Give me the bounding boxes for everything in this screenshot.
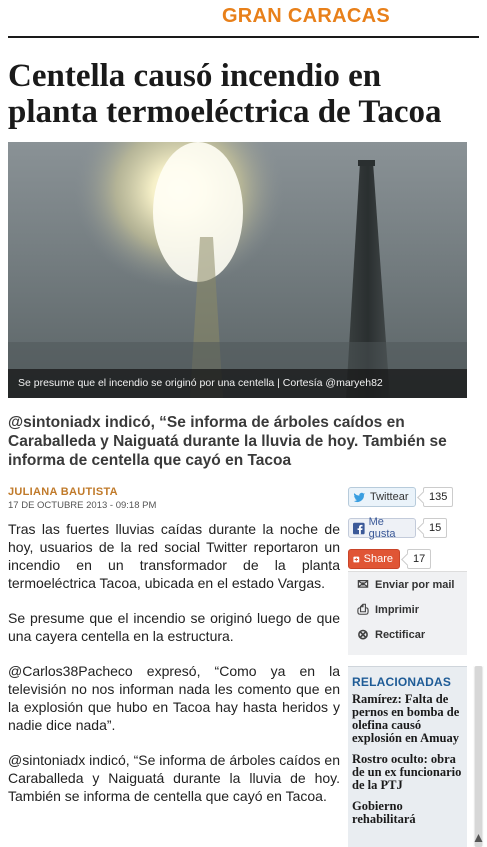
like-count: 15 — [423, 518, 447, 538]
share-row — [348, 548, 478, 570]
article-photo — [8, 142, 467, 398]
correct-label: Rectificar — [375, 628, 426, 641]
tweet-button[interactable] — [348, 487, 416, 507]
paragraph: Tras las fuertes lluvias caídas durante la noche de hoy, usuarios de la red social Twitter reportaron un incendio en un transformador de la planta termoeléctrica Tacoa, ubicada en el estado Vargas. — [8, 521, 340, 591]
article-lead: @sintoniadx indicó, “Se informa de árboles caídos en Caraballeda y Naiguatá durante la lluvia de hoy. También se informa de centella que cayó en Tacoa — [8, 414, 447, 469]
article-body — [8, 520, 340, 822]
twitter-row — [348, 486, 478, 508]
related-articles — [348, 666, 467, 847]
tweet-count: 135 — [423, 487, 453, 507]
plus-icon — [353, 553, 360, 566]
twitter-bird-icon — [353, 491, 366, 504]
facebook-row — [348, 517, 478, 539]
facebook-icon — [353, 522, 365, 535]
paragraph: @Carlos38Pacheco expresó, “Como ya en la televisión no nos informan nada les comento que en la explosión que hubo en Tacoa hay hasta heridos y nadie dice nada”. — [8, 663, 340, 733]
related-title: RELACIONADAS — [352, 675, 452, 689]
correct-tool[interactable] — [348, 622, 467, 647]
article-tools — [348, 571, 467, 655]
related-link[interactable]: Ramírez: Falta de pernos en bomba de olefina causó explosión en Amuay — [352, 692, 460, 745]
related-link[interactable]: Gobierno rehabilitará — [352, 799, 416, 826]
like-button[interactable] — [348, 518, 416, 538]
print-tool[interactable] — [348, 597, 467, 622]
publish-date: 17 DE OCTUBRE 2013 - 09:18 PM — [8, 500, 157, 511]
print-label: Imprimir — [375, 603, 420, 616]
article-headline: Centella causó incendio en planta termoeléctrica de Tacoa — [8, 58, 442, 130]
section-divider — [8, 36, 479, 38]
related-link[interactable]: Rostro oculto: obra de un ex funcionario de la PTJ — [352, 752, 462, 792]
envelope-icon: ✉ — [357, 576, 369, 592]
share-button[interactable] — [348, 549, 400, 569]
share-count: 17 — [407, 549, 431, 569]
close-circle-icon: ⊗ — [357, 626, 369, 642]
author-name[interactable]: JULIANA BAUTISTA — [8, 486, 118, 498]
share-label: Share — [363, 553, 393, 565]
tweet-label: Twittear — [370, 491, 409, 503]
email-tool[interactable] — [348, 572, 467, 597]
section-header — [8, 0, 479, 40]
social-buttons — [348, 486, 478, 579]
printer-icon: ⎙ — [357, 601, 369, 617]
paragraph: @sintoniadx indicó, “Se informa de árboles caídos en Caraballeda y Naiguatá durante la lluvia de hoy. También se informa de centella que cayó en Tacoa. — [8, 752, 340, 804]
related-scrollbar[interactable] — [470, 666, 487, 847]
photo-image — [8, 142, 467, 398]
photo-caption: Se presume que el incendio se originó por una centella | Cortesía @maryeh82 — [8, 369, 467, 398]
like-label: Me gusta — [368, 516, 396, 540]
email-label: Enviar por mail — [375, 578, 455, 591]
paragraph: Se presume que el incendio se originó luego de que una cayera centella en la estructura. — [8, 610, 340, 644]
section-title[interactable]: GRAN CARACAS — [221, 5, 390, 27]
